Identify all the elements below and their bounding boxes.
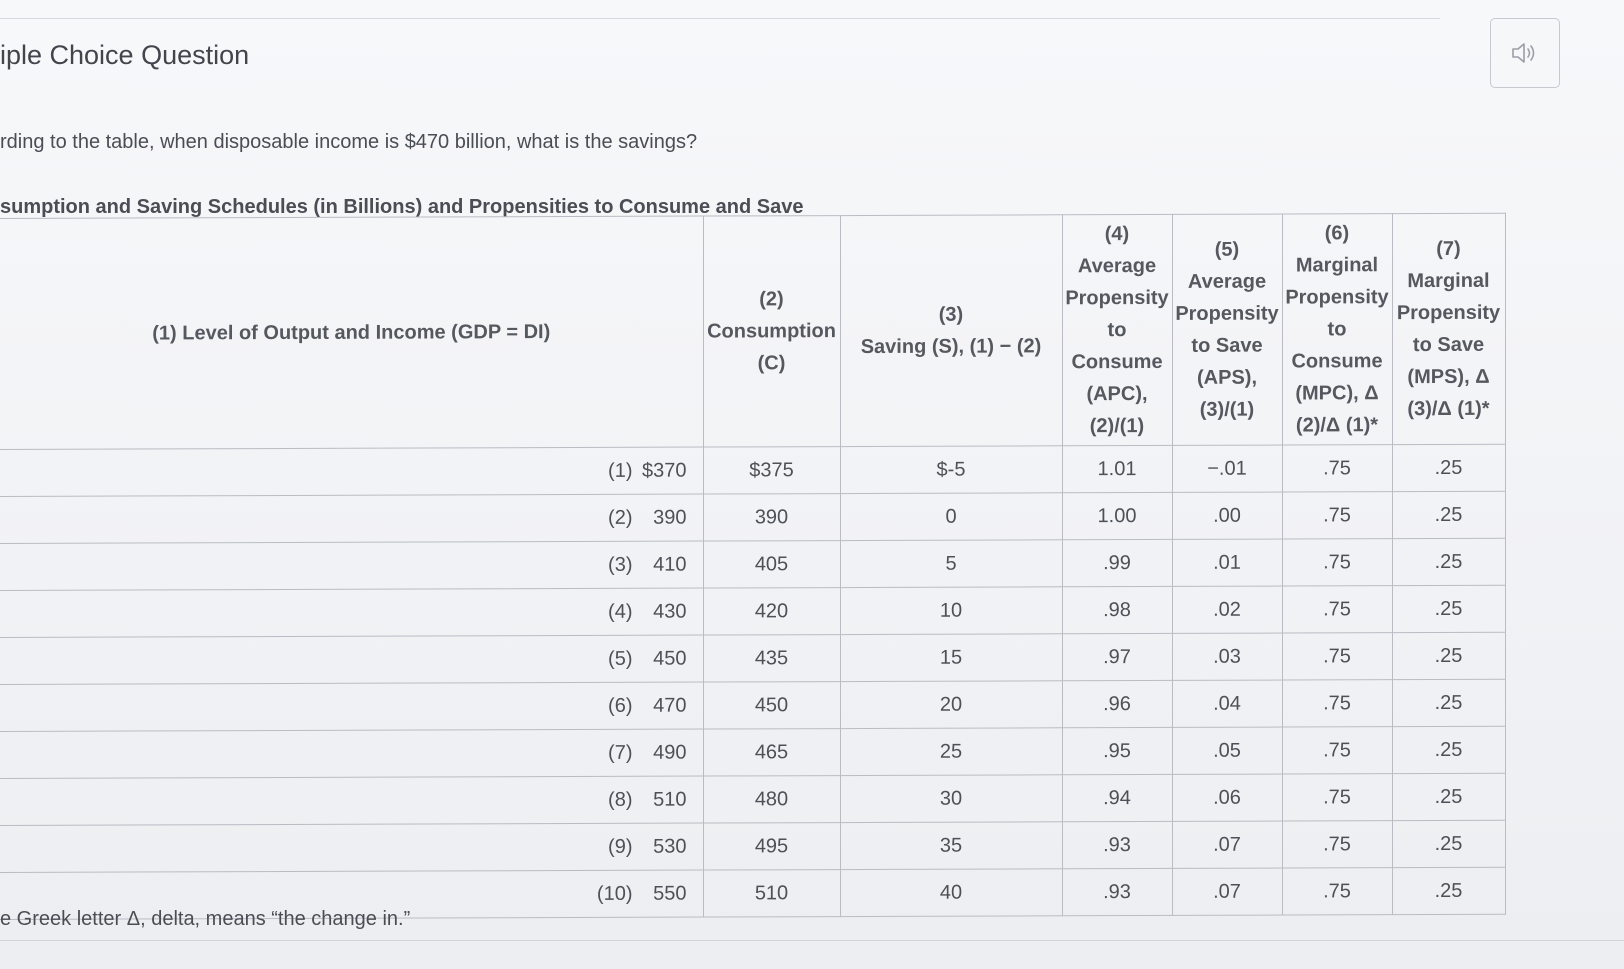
bottom-divider	[0, 940, 1624, 941]
row-label: (3)	[608, 553, 633, 576]
cell-apc: .99	[1062, 539, 1172, 586]
row-label: (2)	[608, 506, 633, 529]
header-saving: (3) Saving (S), (1) − (2)	[840, 215, 1062, 447]
cell-apc: .93	[1062, 868, 1172, 915]
header-consumption: (2) Consumption (C)	[703, 216, 840, 447]
cell-income	[0, 682, 703, 731]
income-value: 470	[653, 694, 687, 717]
row-label: (5)	[608, 647, 633, 670]
cell-consumption: 390	[703, 494, 840, 541]
cell-apc: .98	[1062, 586, 1172, 633]
cell-income	[0, 447, 703, 496]
footnote: e Greek letter Δ, delta, means “the change in.”	[0, 908, 411, 930]
income-value: $370	[642, 459, 687, 482]
income-value: 450	[653, 647, 687, 670]
cell-aps: −.01	[1172, 445, 1282, 492]
cell-income	[0, 494, 703, 543]
header-income: (1) Level of Output and Income (GDP = DI)	[0, 216, 703, 449]
cell-apc: .97	[1062, 633, 1172, 680]
table-header-row	[0, 213, 1562, 449]
cell-mpc: .75	[1282, 727, 1392, 774]
cell-saving: 30	[840, 775, 1062, 823]
cell-saving: 15	[840, 634, 1062, 682]
cell-blank	[1505, 491, 1562, 538]
cell-income	[0, 541, 703, 590]
cell-blank	[1505, 632, 1562, 679]
income-value: 550	[653, 882, 687, 905]
read-aloud-button[interactable]	[1490, 18, 1560, 88]
cell-apc: .94	[1062, 774, 1172, 821]
table-row	[0, 585, 1562, 637]
cell-mpc: .75	[1282, 774, 1392, 821]
cell-mpc: .75	[1282, 445, 1392, 492]
cell-mps: .25	[1392, 491, 1505, 538]
row-label: (10)	[596, 882, 633, 905]
table-row	[0, 820, 1562, 872]
cell-saving: $-5	[840, 446, 1062, 494]
cell-mps: .25	[1392, 773, 1505, 820]
cell-blank	[1505, 773, 1562, 820]
cell-apc: .96	[1062, 680, 1172, 727]
cell-blank	[1505, 444, 1562, 491]
cell-mpc: .75	[1282, 821, 1392, 868]
table-row	[0, 491, 1562, 543]
header-mps: (7) Marginal Propensity to Save (MPS), Δ (3)/Δ (1)*	[1392, 213, 1505, 444]
table-row	[0, 773, 1562, 825]
cell-aps: .05	[1172, 727, 1282, 774]
cell-saving: 25	[840, 728, 1062, 776]
cell-blank	[1505, 538, 1562, 585]
cell-saving: 35	[840, 822, 1062, 870]
cell-income	[0, 588, 703, 637]
row-label: (4)	[608, 600, 633, 623]
cell-consumption: 495	[703, 823, 840, 870]
table-row	[0, 538, 1562, 590]
cell-mps: .25	[1392, 585, 1505, 632]
cell-aps: .00	[1172, 492, 1282, 539]
cell-consumption: 480	[703, 776, 840, 823]
row-label: (6)	[608, 694, 633, 717]
cell-consumption: 405	[703, 541, 840, 588]
row-label: (1)	[608, 459, 633, 482]
cell-mpc: .75	[1282, 539, 1392, 586]
cell-mpc: .75	[1282, 633, 1392, 680]
cell-consumption: 450	[703, 682, 840, 729]
cell-blank	[1505, 867, 1562, 914]
cell-blank	[1505, 585, 1562, 632]
header-blank	[1505, 213, 1562, 444]
cell-consumption: 420	[703, 588, 840, 635]
cell-aps: .07	[1172, 868, 1282, 915]
cell-mps: .25	[1392, 867, 1505, 914]
cell-mps: .25	[1392, 632, 1505, 679]
cell-blank	[1505, 726, 1562, 773]
cell-saving: 5	[840, 540, 1062, 588]
table-row	[0, 444, 1562, 496]
cell-aps: .02	[1172, 586, 1282, 633]
cell-blank	[1505, 679, 1562, 726]
cell-consumption: $375	[703, 447, 840, 494]
speaker-icon	[1510, 40, 1540, 66]
income-value: 530	[653, 835, 687, 858]
row-label: (9)	[608, 835, 633, 858]
cell-saving: 20	[840, 681, 1062, 729]
income-value: 490	[653, 741, 687, 764]
cell-saving: 10	[840, 587, 1062, 635]
cell-income	[0, 776, 703, 825]
schedule-table-container	[0, 213, 1562, 936]
cell-saving: 0	[840, 493, 1062, 541]
cell-mpc: .75	[1282, 586, 1392, 633]
cell-aps: .06	[1172, 774, 1282, 821]
header-aps: (5) Average Propensity to Save (APS), (3)/(1)	[1172, 214, 1282, 445]
table-row	[0, 632, 1562, 684]
cell-apc: 1.00	[1062, 492, 1172, 539]
income-value: 410	[653, 553, 687, 576]
header-mpc: (6) Marginal Propensity to Consume (MPC), Δ (2)/Δ (1)*	[1282, 214, 1392, 445]
income-value: 390	[653, 506, 687, 529]
cell-mpc: .75	[1282, 492, 1392, 539]
cell-income	[0, 823, 703, 872]
top-divider	[0, 18, 1440, 19]
cell-consumption: 465	[703, 729, 840, 776]
cell-mpc: .75	[1282, 868, 1392, 915]
question-text: rding to the table, when disposable income is $470 billion, what is the savings?	[0, 131, 698, 153]
header-apc: (4) Average Propensity to Consume (APC), (2)/(1)	[1062, 214, 1172, 445]
table-caption: sumption and Saving Schedules (in Billions) and Propensities to Consume and Save	[0, 196, 804, 218]
cell-mpc: .75	[1282, 680, 1392, 727]
table-row	[0, 726, 1562, 778]
cell-income	[0, 635, 703, 684]
cell-apc: .93	[1062, 821, 1172, 868]
cell-blank	[1505, 820, 1562, 867]
table-row	[0, 679, 1562, 731]
cell-aps: .04	[1172, 680, 1282, 727]
question-type-heading: iple Choice Question	[0, 40, 250, 70]
cell-mps: .25	[1392, 538, 1505, 585]
cell-mps: .25	[1392, 820, 1505, 867]
cell-aps: .01	[1172, 539, 1282, 586]
cell-apc: 1.01	[1062, 445, 1172, 492]
cell-aps: .07	[1172, 821, 1282, 868]
cell-mps: .25	[1392, 444, 1505, 491]
cell-aps: .03	[1172, 633, 1282, 680]
cell-apc: .95	[1062, 727, 1172, 774]
row-label: (7)	[608, 741, 633, 764]
cell-saving: 40	[840, 869, 1062, 917]
income-value: 430	[653, 600, 687, 623]
cell-consumption: 435	[703, 635, 840, 682]
cell-mps: .25	[1392, 726, 1505, 773]
income-value: 510	[653, 788, 687, 811]
row-label: (8)	[608, 788, 633, 811]
schedule-table	[0, 213, 1562, 920]
cell-income	[0, 729, 703, 778]
cell-mps: .25	[1392, 679, 1505, 726]
cell-consumption: 510	[703, 870, 840, 917]
